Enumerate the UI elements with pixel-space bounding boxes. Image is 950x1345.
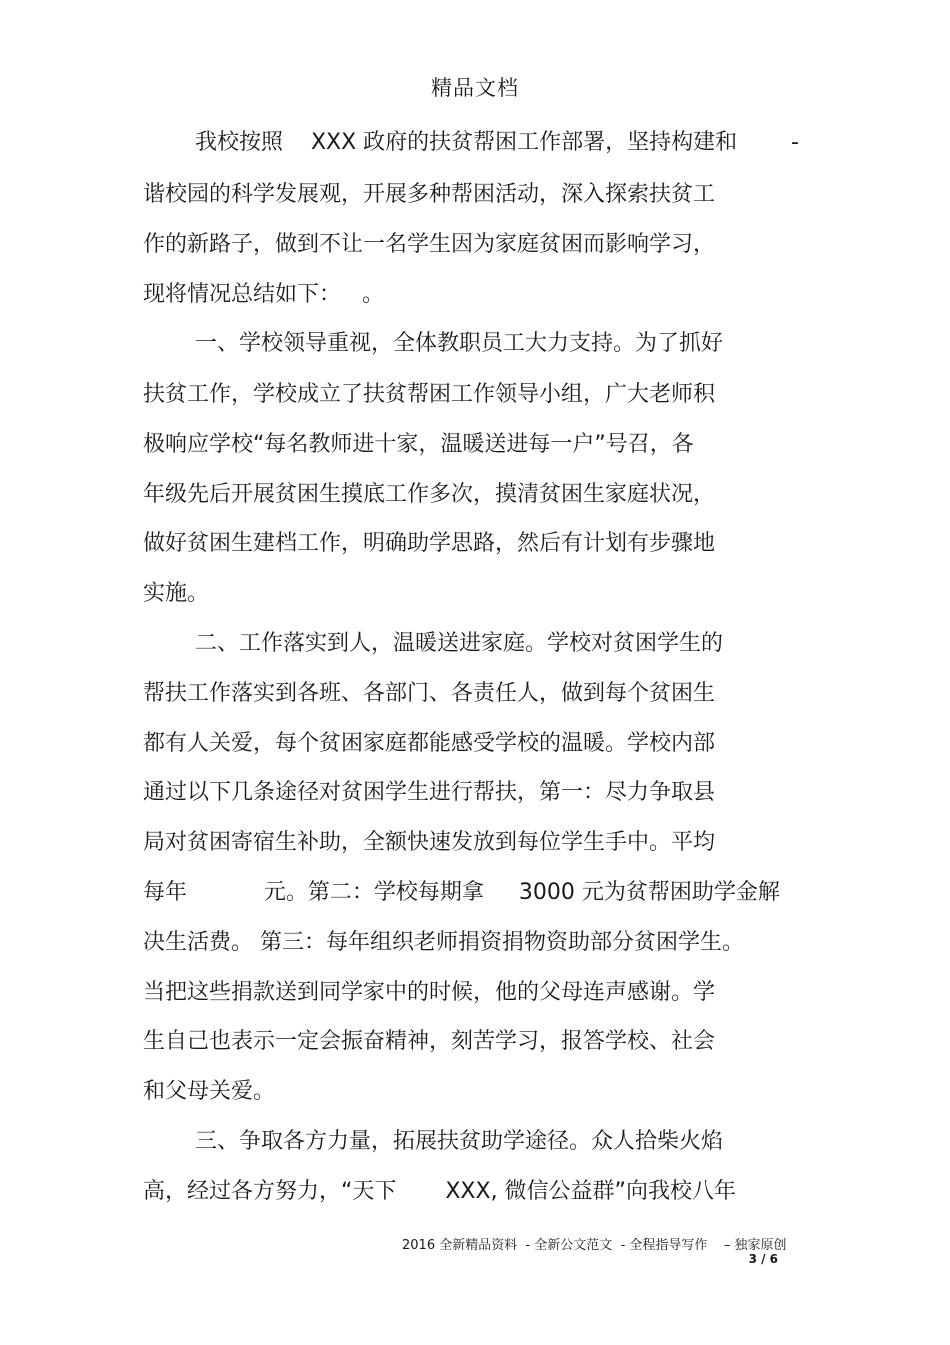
text-line: 局对贫困寄宿生补助，全额快速发放到每位学生手中。平均 bbox=[143, 830, 716, 855]
text-line: 二、工作落实到人，温暖送进家庭。学校对贫困学生的 bbox=[195, 631, 724, 656]
text-line: 每年 元。第二：学校每期拿 3000 元为贫帮困助学金解 bbox=[143, 880, 780, 905]
text-line: 做好贫困生建档工作，明确助学思路，然后有计划有步骤地 bbox=[143, 531, 716, 556]
text-line: 年级先后开展贫困生摸底工作多次，摸清贫困生家庭状况， bbox=[143, 482, 716, 507]
text-line: 生自己也表示一定会振奋精神，刻苦学习，报答学校、社会 bbox=[143, 1029, 716, 1054]
trailing-dash: - bbox=[791, 130, 799, 155]
text-line: 帮扶工作落实到各班、各部门、各责任人，做到每个贫困生 bbox=[143, 681, 716, 706]
footer-caption: 2016 全新精品资料 - 全新公文范文 - 全程指导写作 – 独家原创 bbox=[402, 1238, 787, 1253]
text-line: 三、争取各方力量，拓展扶贫助学途径。众人拾柴火焰 bbox=[195, 1129, 724, 1154]
text-line: 都有人关爱，每个贫困家庭都能感受学校的温暖。学校内部 bbox=[143, 731, 716, 756]
page-header-title: 精品文档 bbox=[431, 76, 519, 100]
text-line: 高，经过各方努力，“天下 XXX, 微信公益群”向我校八年 bbox=[143, 1179, 736, 1204]
text-line: 作的新路子，做到不让一名学生因为家庭贫困而影响学习， bbox=[143, 232, 716, 257]
text-line: 实施。 bbox=[143, 581, 210, 606]
text-line: 极响应学校“每名教师进十家，温暖送进每一户”号召，各 bbox=[143, 432, 694, 457]
text-line: 通过以下几条途径对贫困学生进行帮扶，第一：尽力争取县 bbox=[143, 780, 716, 805]
page-number: 3 / 6 bbox=[748, 1252, 778, 1266]
text-line: 当把这些捐款送到同学家中的时候，他的父母连声感谢。学 bbox=[143, 980, 716, 1005]
text-line: 扶贫工作，学校成立了扶贫帮困工作领导小组，广大老师积 bbox=[143, 382, 716, 407]
text-line: 和父母关爱。 bbox=[143, 1079, 276, 1104]
text-line: 一、学校领导重视，全体教职员工大力支持。为了抓好 bbox=[195, 331, 724, 356]
text-line: 我校按照 XXX 政府的扶贫帮困工作部署，坚持构建和 bbox=[195, 130, 738, 155]
text-line: 现将情况总结如下： 。 bbox=[143, 282, 384, 307]
text-line: 决生活费。 第三：每年组织老师捐资捐物资助部分贫困学生。 bbox=[143, 930, 744, 955]
text-line: 谐校园的科学发展观，开展多种帮困活动，深入探索扶贫工 bbox=[143, 182, 716, 207]
